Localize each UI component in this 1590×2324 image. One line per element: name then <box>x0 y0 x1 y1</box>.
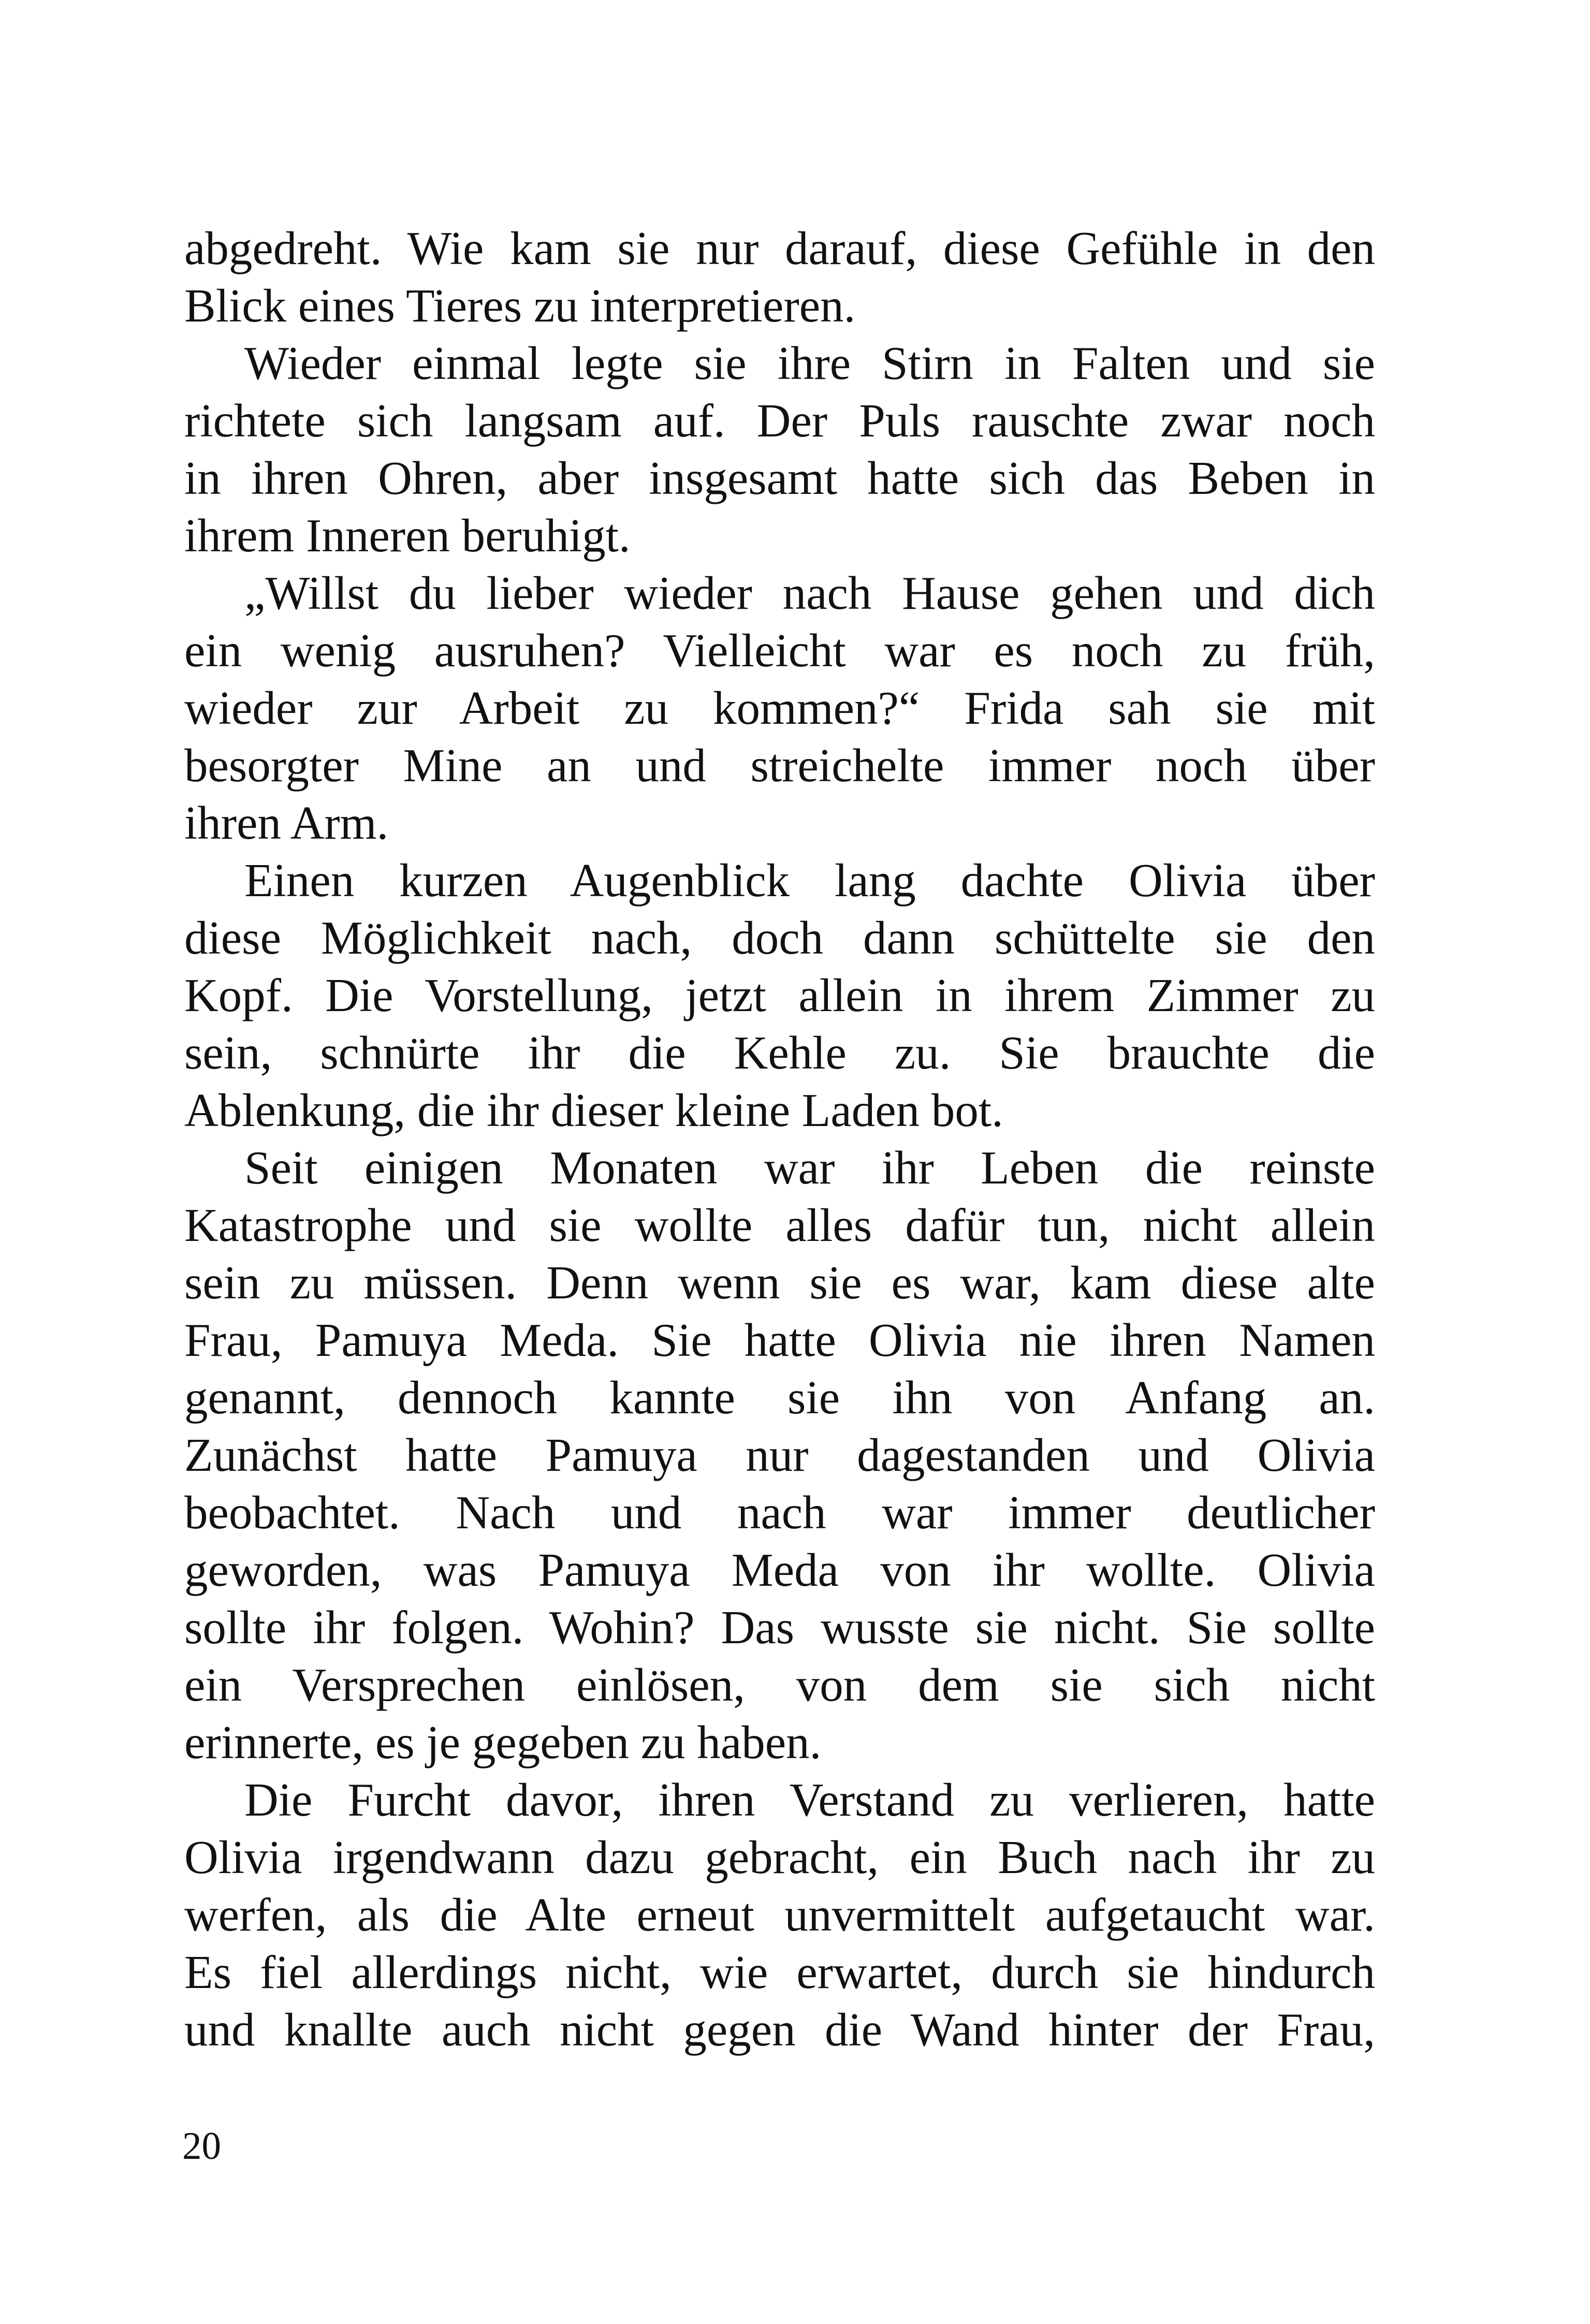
text-line: sollte ihr folgen. Wohin? Das wusste sie nicht. Sie sollte <box>184 1601 1375 1654</box>
text-line: Seit einigen Monaten war ihr Leben die reinste <box>244 1142 1375 1194</box>
page-number: 20 <box>182 2125 221 2168</box>
text-line: Blick eines Tieres zu interpretieren. <box>184 280 856 332</box>
text-line: „Willst du lieber wieder nach Hause gehen und dich <box>244 567 1375 619</box>
text-line: ihrem Inneren beruhigt. <box>184 509 631 562</box>
text-line: Wieder einmal legte sie ihre Stirn in Falten und sie <box>244 337 1375 389</box>
text-line: ihren Arm. <box>184 797 389 849</box>
text-line: erinnerte, es je gegeben zu haben. <box>184 1716 822 1768</box>
text-line: richtete sich langsam auf. Der Puls rauschte zwar noch <box>184 394 1375 447</box>
text-line: ein wenig ausruhen? Vielleicht war es noch zu früh, <box>184 624 1375 677</box>
text-line: sein zu müssen. Denn wenn sie es war, kam diese alte <box>184 1256 1375 1309</box>
text-line: diese Möglichkeit nach, doch dann schüttelte sie den <box>184 912 1375 964</box>
text-line: Olivia irgendwann dazu gebracht, ein Buch nach ihr zu <box>184 1831 1375 1883</box>
text-line: Frau, Pamuya Meda. Sie hatte Olivia nie ihren Namen <box>184 1314 1375 1366</box>
text-line: Die Furcht davor, ihren Verstand zu verlieren, hatte <box>244 1774 1375 1826</box>
text-line: werfen, als die Alte erneut unvermittelt aufgetaucht war. <box>184 1889 1375 1941</box>
text-line: Kopf. Die Vorstellung, jetzt allein in ihrem Zimmer zu <box>184 969 1375 1021</box>
text-line: besorgter Mine an und streichelte immer noch über <box>184 739 1375 792</box>
text-line: beobachtet. Nach und nach war immer deutlicher <box>184 1486 1375 1539</box>
body-text <box>184 220 1375 2058</box>
text-line: geworden, was Pamuya Meda von ihr wollte. Olivia <box>184 1544 1375 1596</box>
text-line: Ablenkung, die ihr dieser kleine Laden bot. <box>184 1084 1003 1136</box>
text-line: sein, schnürte ihr die Kehle zu. Sie brauchte die <box>184 1027 1375 1079</box>
text-line: abgedreht. Wie kam sie nur darauf, diese Gefühle in den <box>184 222 1375 274</box>
text-line: genannt, dennoch kannte sie ihn von Anfang an. <box>184 1371 1375 1424</box>
text-line: Zunächst hatte Pamuya nur dagestanden und Olivia <box>184 1429 1375 1481</box>
text-line: in ihren Ohren, aber insgesamt hatte sich das Beben in <box>184 452 1375 504</box>
text-line: Es fiel allerdings nicht, wie erwartet, durch sie hindurch <box>184 1946 1375 1998</box>
text-line: und knallte auch nicht gegen die Wand hinter der Frau, <box>184 2004 1375 2056</box>
text-line: Katastrophe und sie wollte alles dafür tun, nicht allein <box>184 1199 1375 1251</box>
text-line: ein Versprechen einlösen, von dem sie sich nicht <box>184 1659 1375 1711</box>
text-line: Einen kurzen Augenblick lang dachte Olivia über <box>244 854 1375 907</box>
text-line: wieder zur Arbeit zu kommen?“ Frida sah sie mit <box>184 682 1375 734</box>
